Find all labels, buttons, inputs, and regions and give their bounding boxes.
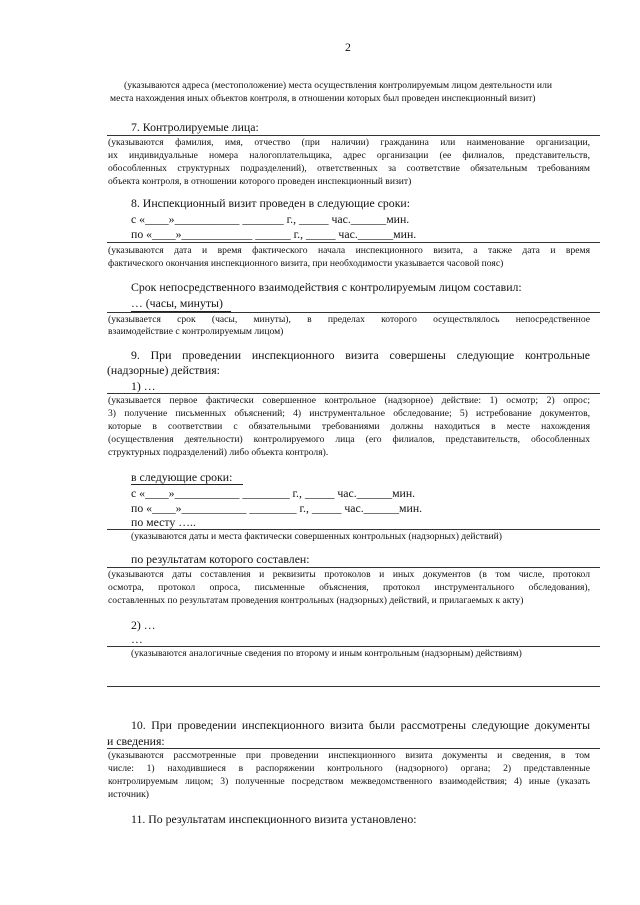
section-9-results-fill-line [107, 567, 600, 568]
section-9-terms-underline [131, 484, 243, 485]
section-8-fill-line [107, 242, 600, 243]
direct-interaction-fill-line [107, 312, 600, 313]
direct-interaction-note-line-2: взаимодействие с контролируемым лицом) [108, 326, 284, 337]
section-7-note-line-3: обособленных структурных подразделений), ответственных за соответствие обязательным требованиям [108, 163, 590, 174]
section-9-item-1-fill-line [107, 393, 600, 394]
direct-interaction-title: Срок непосредственного взаимодействия с контролируемым лицом составил: [131, 280, 522, 294]
section-8-title: 8. Инспекционный визит проведен в следующие сроки: [131, 196, 411, 210]
section-11-title: 11. По результатам инспекционного визита установлено: [131, 812, 417, 826]
section-10-note-line-1: (указываются рассмотренные при проведении инспекционного визита документы и сведения, в том [108, 750, 590, 761]
section-9-place: по месту ….. [131, 515, 196, 529]
section-9-note2: (указываются даты и места фактически совершенных контрольных (надзорных) действий) [131, 531, 503, 542]
section-8-note-line-1: (указываются дата и время фактического начала инспекционного визита, а также дата и время [108, 245, 590, 256]
section-8-note-line-2: фактического окончания инспекционного визита, при необходимости указывается часовой пояс) [108, 258, 504, 269]
section-10-note-line-4: источник) [108, 789, 149, 800]
section-9-terms-label: в следующие сроки: [131, 470, 233, 484]
section-9-item-2-fill-line [107, 646, 600, 647]
section-8-from-line: с «____»___________ _______ г., _____ час.______мин. [131, 212, 410, 226]
section-9-item-2-continuation: … [131, 632, 143, 646]
direct-interaction-note-line-1: (указывается срок (часы, минуты), в пределах которого осуществлялось непосредственное [108, 314, 590, 325]
section-10-fill-line [107, 748, 600, 749]
section-9-results-label: по результатам которого составлен: [131, 552, 310, 566]
section-9-note3-line-2: осмотра, протокол опроса, письменные объяснения, протокол инструментального обследования), [108, 582, 590, 593]
section-9-to-line: по «____»___________ ________ г., _____ час.______мин. [131, 501, 423, 515]
section-10-title-line-1: 10. При проведении инспекционного визита были рассмотрены следующие документы [131, 718, 590, 732]
section-7-note-line-2: их индивидуальные номера налогоплательщика, адрес организации (ее филиалов, представительств, [108, 150, 590, 161]
section-9-item-2: 2) … [131, 618, 156, 632]
section-9-title-line-2: (надзорные) действия: [107, 363, 220, 377]
section-9-note3-line-3: составленных по результатам проведения контрольных (надзорных) действий, и прилагаемых к акту) [108, 595, 524, 606]
section-10-title-line-2: и сведения: [107, 734, 165, 748]
section-7-fill-line [107, 135, 600, 136]
section-9-note1-line-2: 3) получение письменных объяснений; 4) инструментальное обследование; 5) истребование документов, [108, 408, 590, 419]
section-9-note4: (указываются аналогичные сведения по второму и иным контрольным (надзорным) действиям) [131, 648, 522, 659]
intro-note-line-2: места нахождения иных объектов контроля, в отношении которых был проведен инспекционный визит) [110, 93, 536, 104]
intro-note-line-1: (указываются адреса (местоположение) места осуществления контролируемым лицом деятельности или [124, 80, 552, 91]
section-9-note3-line-1: (указываются даты составления и реквизиты протоколов и иных документов (в том числе, протокол [108, 569, 590, 580]
section-8-to-line: по «____»____________ ______ г., _____ час.______мин. [131, 227, 417, 241]
section-9-note1-line-5: структурных подразделений) либо объекта контроля). [108, 447, 329, 458]
page-number: 2 [345, 40, 351, 54]
section-7-note-line-4: объекта контроля, в отношении которого проведен инспекционный визит) [108, 176, 412, 187]
section-10-note-line-3: контролируемым лицом; 3) полученные посредством межведомственного взаимодействия; 4) иные (указать [108, 776, 590, 787]
section-10-note-line-2: числе: 1) находившиеся в распоряжении контрольного (надзорного) органа; 2) представленные [108, 763, 590, 774]
section-7-note-line-1: (указываются фамилия, имя, отчество (при наличии) гражданина или наименование организации, [108, 137, 590, 148]
section-9-note1-line-4: (осуществления деятельности) контролируемого лица (его филиалов, представительств, обособленных [108, 434, 590, 445]
section-7-title: 7. Контролируемые лица: [131, 120, 259, 134]
section-9-place-fill-line [107, 529, 600, 530]
direct-interaction-value: … (часы, минуты) [131, 296, 223, 310]
section-9-from-line: с «____»___________ ________ г., _____ час.______мин. [131, 486, 416, 500]
blank-fill-line [107, 686, 600, 687]
section-9-title-line-1: 9. При проведении инспекционного визита совершены следующие контрольные [131, 348, 590, 362]
section-9-item-1: 1) … [131, 379, 156, 393]
section-9-note1-line-1: (указывается первое фактически совершенное контрольное (надзорное) действие: 1) осмотр; 2) опрос; [108, 395, 590, 406]
section-9-note1-line-3: которые в соответствии с обязательными требованиями должны находиться в месте нахождения [108, 421, 590, 432]
